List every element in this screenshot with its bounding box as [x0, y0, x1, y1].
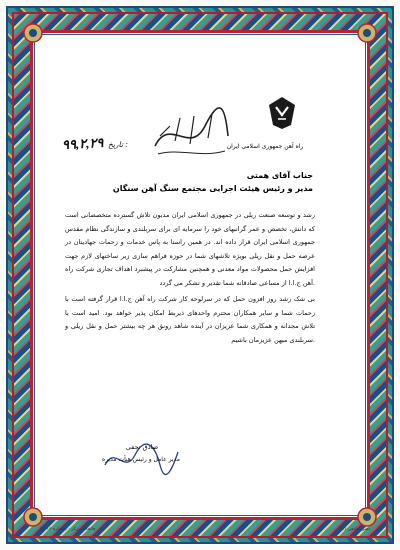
- recipient-title: مدیر و رئیس هیئت اجرایی مجتمع سنگ آهن سنگان: [112, 184, 313, 193]
- corner-ornament-icon: [22, 22, 44, 44]
- footer-print-note: چاپخانه مرکز - (شماره ۲۰۱۶): [40, 527, 96, 532]
- corner-ornament-icon: [356, 22, 378, 44]
- organization-name: راه آهن جمهوری اسلامی ایران: [226, 143, 304, 150]
- letter-paragraph-1: رشد و توسعه صنعت ریلی در جمهوری اسلامی ایران مدیون تلاش گسترده متخصصانی است که دانش، تخصص و عمر گرانبهای خود را سرمایه ای برای سربلندی و سازندگی نظام مقدس جمهوری اسلامی ایران قرار داده اند. در همین راستا به پاس خدمات و زحمات جهادیتان در عرصه حمل و نقل ریلی بویژه تلاشهای شما در حوزه فراهم سازی زیر ساختهای لازم جهت افزایش حمل محصولات مواد معدنی و همچنین مشارکت در پیشبرد اهداف تجاری شرکت راه آهن ج.ا.ا از مساعی صادقانه شما تقدیر و تشکر می گردد.: [65, 211, 315, 287]
- letter-paragraph-2: بی شک رشد روز افزون حمل که در سرلوحه کار شرکت راه آهن ج.ا.ا قرار گرفته است با زحمات شما و سایر همکاران محترم واحدهای ذیربط امکان پذیر خواهد بود. امید است با تلاش مجدانه و همکاری شما عزیزان در آینده شاهد رونق هر چه بیشتر حمل و نقل ریلی و سربلندی میهن عزیزمان باشیم.: [65, 295, 315, 344]
- signatory-title: مدیر عامل و رئیس هیأت مدیره: [102, 456, 180, 463]
- date-label: تاریخ :: [108, 140, 128, 149]
- footer-office-note: دفتر صادقی (۱): [340, 527, 370, 532]
- salutation: جناب آقای همتی: [246, 171, 313, 180]
- corner-ornament-icon: [22, 506, 44, 528]
- date-value: ۹۹,۲,۲۹: [61, 134, 104, 153]
- corner-ornament-icon: [356, 506, 378, 528]
- bismillah-calligraphy-icon: [150, 96, 230, 166]
- signatory-name: صادق نجفی: [125, 443, 159, 451]
- railway-logo-icon: [267, 95, 297, 131]
